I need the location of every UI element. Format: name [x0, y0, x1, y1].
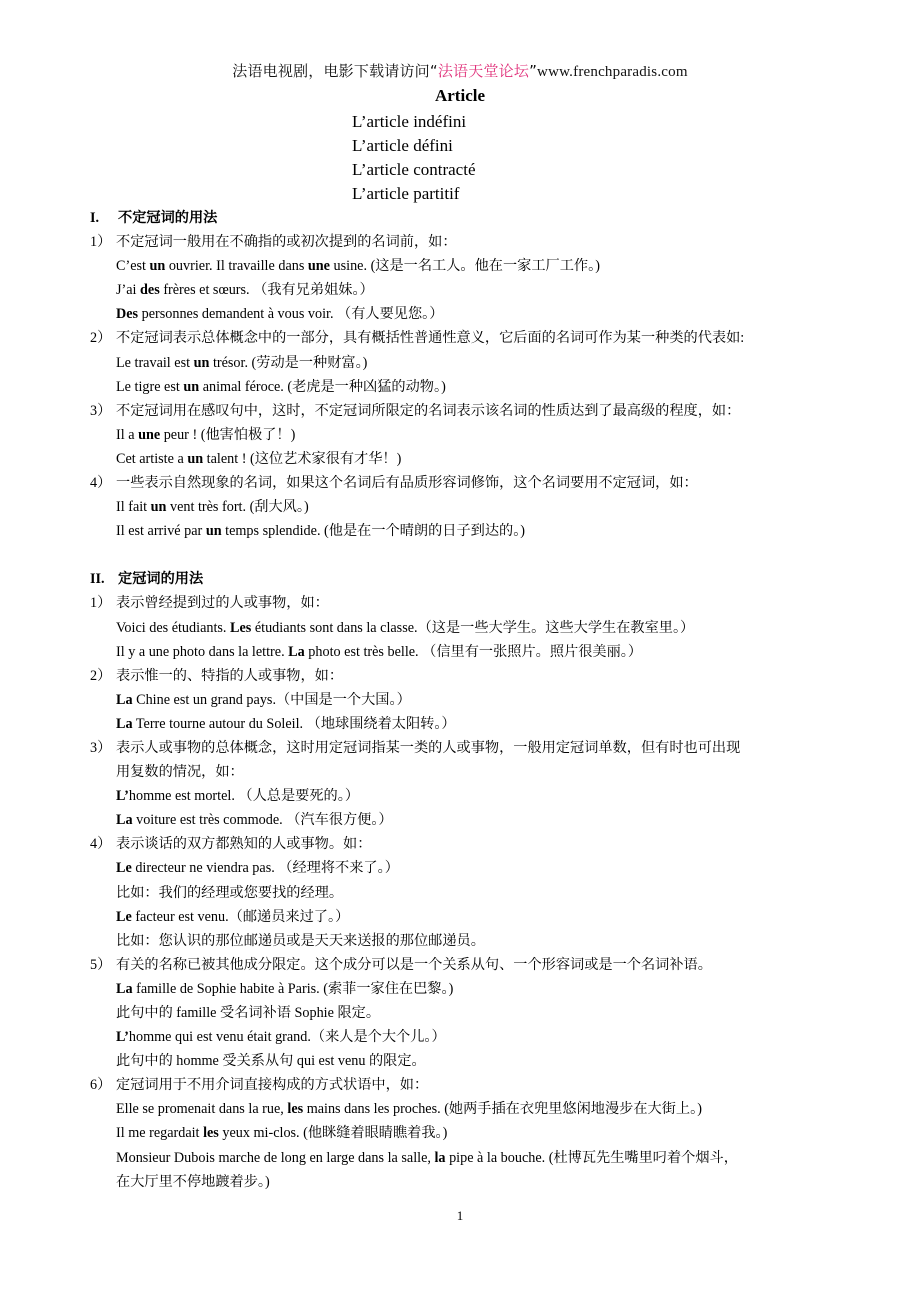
toc-item: L’article défini	[352, 136, 453, 155]
example-line: Voici des étudiants. Les étudiants sont dans la classe.（这是一些大学生。这些大学生在教室里。）	[116, 619, 695, 636]
toc-item: L’article partitif	[352, 184, 460, 203]
list-item: 1） 不定冠词一般用在不确指的或初次提到的名词前，如：	[90, 234, 457, 251]
page-title: Article	[434, 86, 486, 105]
example-line: Il y a une photo dans la lettre. La photo est très belle. （信里有一张照片。照片很美丽。）	[116, 643, 643, 660]
banner-quote: ”	[529, 62, 538, 80]
example-line: Le facteur est venu.（邮递员来过了。）	[116, 908, 350, 925]
example-line: Elle se promenait dans la rue, les mains dans les proches. (她两手插在衣兜里悠闲地漫步在大街上。)	[116, 1101, 702, 1118]
list-item-continuation: 用复数的情况，如：	[116, 764, 244, 781]
banner-url[interactable]: www.frenchparadis.com	[537, 64, 688, 80]
document-body	[90, 206, 850, 1194]
example-line: Il a une peur ! (他害怕极了！)	[116, 426, 296, 443]
example-line: Monsieur Dubois marche de long en large dans la salle, la pipe à la bouche. (杜博瓦先生嘴里叼着个烟斗，	[116, 1149, 738, 1166]
example-line: La Terre tourne autour du Soleil. （地球围绕着太阳转。）	[116, 715, 456, 732]
section-heading: I. 不定冠词的用法	[90, 210, 218, 226]
example-line: Des personnes demandent à vous voir. （有人要见您。）	[116, 306, 444, 323]
list-item: 2） 不定冠词表示总体概念中的一部分，具有概括性普通性意义，它后面的名词可作为某一种类的代表如:	[90, 330, 745, 347]
list-item: 4） 一些表示自然现象的名词，如果这个名词后有品质形容词修饰，这个名词要用不定冠词，如：	[90, 475, 698, 492]
example-line: Le travail est un trésor. (劳动是一种财富。)	[116, 354, 368, 371]
example-line: Cet artiste a un talent ! (这位艺术家很有才华！)	[116, 450, 402, 467]
page-number: 1	[456, 1208, 464, 1223]
example-line: Il est arrivé par un temps splendide. (他是在一个晴朗的日子到达的。)	[116, 523, 526, 540]
example-line: Le directeur ne viendra pas. （经理将不来了。）	[116, 860, 399, 877]
example-note: 此句中的 famille 受名词补语 Sophie 限定。	[116, 1005, 381, 1021]
example-line: La Chine est un grand pays.（中国是一个大国。）	[116, 691, 411, 708]
banner-forum-name: 法语天堂论坛	[437, 62, 530, 80]
example-line: L’homme qui est venu était grand.（来人是个大个儿。）	[116, 1029, 446, 1046]
list-item: 3） 不定冠词用在感叹句中，这时，不定冠词所限定的名词表示该名词的性质达到了最高级的程度，如：	[90, 402, 741, 419]
example-note: 此句中的 homme 受关系从句 qui est venu 的限定。	[116, 1053, 426, 1070]
example-line: Il fait un vent très fort. (刮大风。)	[116, 499, 309, 516]
list-item: 6） 定冠词用于不用介词直接构成的方式状语中，如：	[90, 1077, 429, 1094]
example-line: L’homme est mortel. （人总是要死的。）	[116, 788, 360, 805]
list-item: 4） 表示谈话的双方都熟知的人或事物。如：	[90, 836, 372, 853]
section-heading: II. 定冠词的用法	[90, 571, 204, 588]
list-item: 5） 有关的名称已被其他成分限定。这个成分可以是一个关系从句、一个形容词或是一个名词补语。	[90, 956, 712, 973]
list-item: 1） 表示曾经提到过的人或事物，如：	[90, 595, 329, 612]
list-item: 2） 表示惟一的、特指的人或事物，如：	[90, 667, 344, 684]
example-line: Le tigre est un animal féroce. (老虎是一种凶猛的动物。)	[116, 378, 446, 395]
example-line: Il me regardait les yeux mi-clos. (他眯缝着眼睛瞧着我。)	[116, 1125, 448, 1142]
example-note: 比如：我们的经理或您要找的经理。	[116, 884, 344, 901]
toc-item: L’article indéfini	[352, 112, 467, 131]
example-line: C’est un ouvrier. Il travaille dans une usine. (这是一名工人。他在一家工厂工作。)	[116, 258, 600, 275]
example-line: La voiture est très commode. （汽车很方便。）	[116, 812, 393, 829]
example-line-continuation: 在大厅里不停地踱着步。)	[116, 1173, 270, 1190]
header-banner	[0, 60, 920, 81]
banner-prefix: 法语电视剧，电影下载请访问“	[232, 62, 438, 80]
example-line: J’ai des frères et sœurs. （我有兄弟姐妹。）	[116, 282, 374, 299]
list-item: 3） 表示人或事物的总体概念，这时用定冠词指某一类的人或事物，一般用定冠词单数，但有时也可出现	[90, 739, 741, 756]
toc-list	[352, 110, 476, 206]
example-line: La famille de Sophie habite à Paris. (索菲一家住在巴黎。)	[116, 980, 454, 997]
toc-item: L’article contracté	[352, 160, 476, 179]
example-note: 比如：您认识的那位邮递员或是天天来送报的那位邮递员。	[116, 932, 485, 949]
